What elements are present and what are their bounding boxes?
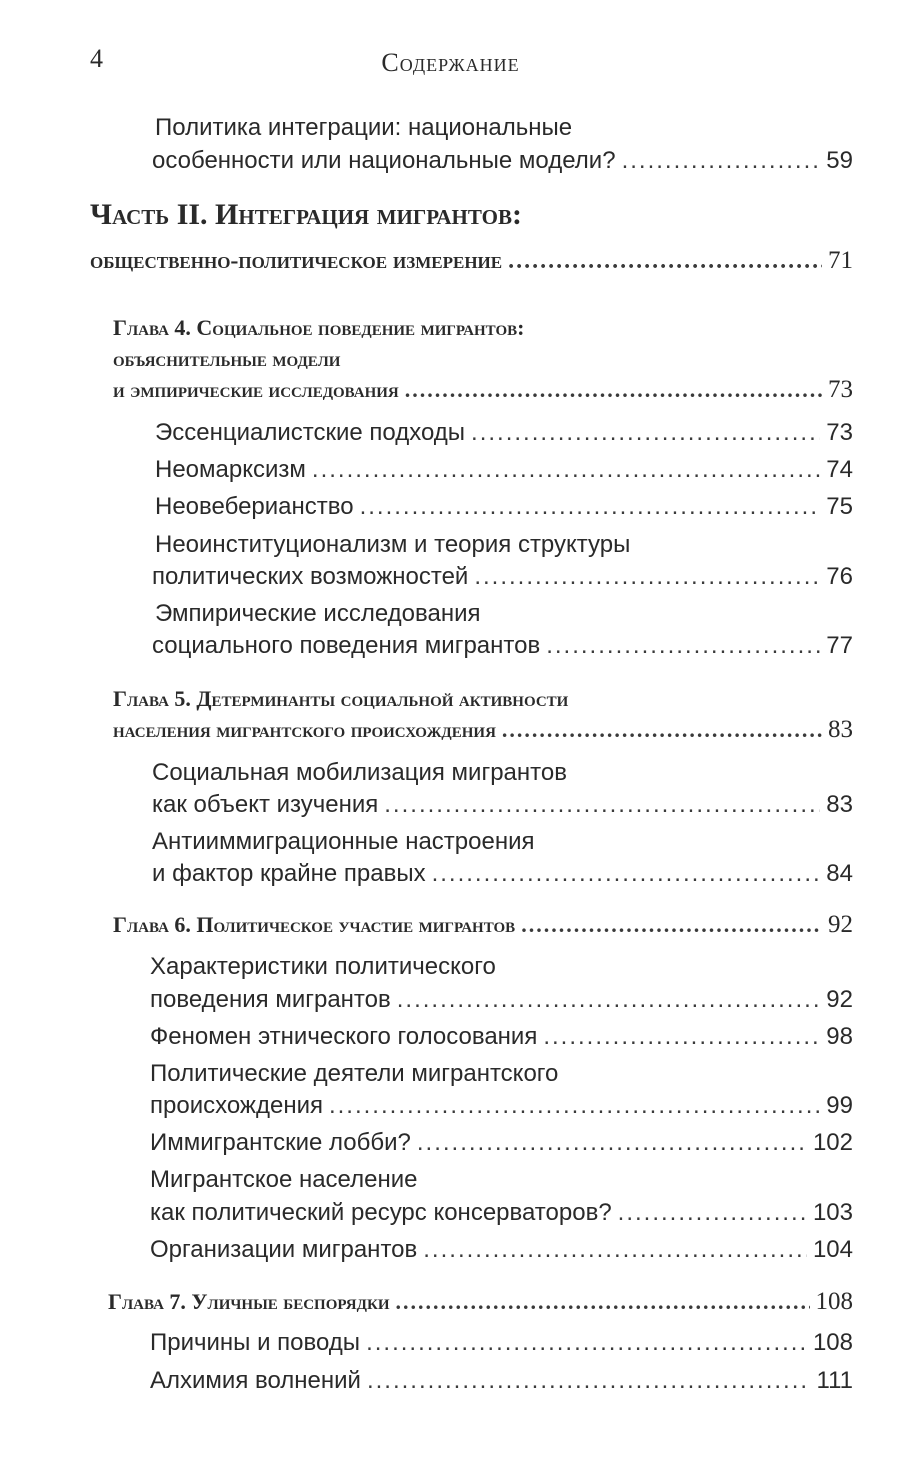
toc-entry-line [155, 455, 853, 485]
toc-entry-text: Эмпирические исследования [155, 600, 481, 627]
toc-page-number: 76 [826, 563, 853, 590]
dot-leader [423, 1235, 807, 1265]
dot-leader [432, 859, 821, 889]
toc-page-number: 98 [826, 1023, 853, 1050]
toc-entry-line [152, 859, 853, 889]
toc-page-number: 84 [826, 860, 853, 887]
chapter-title: Глава 5. Детерминанты социальной активности [113, 686, 569, 711]
toc-entry-line [150, 1091, 853, 1121]
part-title-line [90, 198, 853, 232]
toc-entry-text: Социальная мобилизация мигрантов [152, 759, 567, 786]
chapter-title-line [113, 313, 853, 343]
dot-leader [417, 1128, 807, 1158]
chapter-title: Глава 7. Уличные беспорядки [108, 1289, 390, 1314]
toc-entry-text: как политический ресурс консерваторов? [150, 1199, 612, 1226]
toc-entry-line [152, 758, 853, 788]
dot-leader [366, 1328, 807, 1358]
toc-entry-text: Феномен этнического голосования [150, 1023, 538, 1050]
toc-entry-line [155, 530, 853, 560]
toc-page-number: 104 [812, 1236, 853, 1263]
dot-leader [546, 631, 820, 661]
chapter-title-line [113, 715, 853, 745]
toc-page-number: 59 [826, 147, 853, 174]
dot-leader [312, 455, 820, 485]
toc-entry-line [152, 146, 853, 176]
toc-page-number: 73 [826, 419, 853, 446]
toc-entry-line [150, 952, 853, 982]
toc-entry-text: и фактор крайне правых [152, 860, 426, 887]
toc-entry-text: Эссенциалистские подходы [155, 419, 466, 446]
toc-page-number: 108 [812, 1329, 853, 1356]
dot-leader [622, 146, 821, 176]
chapter-title-line [113, 375, 853, 405]
dot-leader [384, 790, 820, 820]
chapter-title: и эмпирические исследования [113, 377, 399, 402]
toc-entry-text: политических возможностей [152, 563, 469, 590]
toc-entry-text: Неомарксизм [155, 456, 306, 483]
toc-entry-text: Организации мигрантов [150, 1236, 418, 1263]
chapter-title-line [113, 344, 853, 374]
part-title: Часть II. Интеграция мигрантов: [90, 198, 522, 231]
toc-entry-text: Политика интеграции: национальные [155, 114, 573, 141]
toc-page-number: 111 [816, 1367, 853, 1394]
dot-leader [367, 1366, 811, 1396]
chapter-title: Глава 4. Социальное поведение мигрантов: [113, 315, 525, 340]
dot-leader [360, 492, 821, 522]
toc-entry-line [150, 1059, 853, 1089]
toc-entry-text: Антииммиграционные настроения [152, 828, 535, 855]
dot-leader [543, 1022, 820, 1052]
toc-entry-text: Алхимия волнений [150, 1367, 361, 1394]
part-title-line [90, 246, 853, 276]
dot-leader [508, 246, 822, 276]
dot-leader [474, 562, 820, 592]
toc-entry-text: Мигрантское население [150, 1166, 418, 1193]
toc-page-number: 83 [828, 716, 853, 743]
dot-leader [521, 910, 822, 940]
toc-page-number: 92 [826, 986, 853, 1013]
toc-entry-line [152, 827, 853, 857]
toc-entry-text: происхождения [150, 1092, 323, 1119]
dot-leader [618, 1198, 807, 1228]
toc-entry-line [155, 418, 853, 448]
running-title: Содержание [381, 48, 520, 77]
toc-entry-line [155, 113, 846, 143]
toc-entry-text: Причины и поводы [150, 1329, 361, 1356]
chapter-title-line [108, 1287, 853, 1317]
dot-leader [471, 418, 820, 448]
toc-entry-line [150, 1198, 853, 1228]
part-subtitle: общественно-политическое измерение [90, 248, 503, 274]
toc-entry-text: Характеристики политического [150, 953, 496, 980]
chapter-title-line [113, 684, 853, 714]
toc-page-number: 108 [815, 1288, 853, 1315]
toc-page-number: 83 [826, 791, 853, 818]
toc-entry-line [150, 985, 853, 1015]
toc-entry-line [150, 1022, 853, 1052]
chapter-title: населения мигрантского происхождения [113, 717, 496, 742]
chapter-title: объяснительные модели [113, 346, 341, 371]
toc-entry-text: особенности или национальные модели? [152, 147, 616, 174]
toc-entry-text: Неоинституционализм и теория структуры [155, 531, 631, 558]
toc-entry-text: как объект изучения [152, 791, 379, 818]
toc-entry-line [150, 1165, 853, 1195]
toc-entry-line [150, 1235, 853, 1265]
toc-entry-line [155, 599, 853, 629]
chapter-title: Глава 6. Политическое участие мигрантов [113, 912, 516, 937]
toc-page-number: 103 [812, 1199, 853, 1226]
dot-leader [329, 1091, 820, 1121]
toc-entry-line [152, 562, 853, 592]
toc-page-number: 74 [826, 456, 853, 483]
toc-entry-line [150, 1128, 853, 1158]
toc-entry-text: Политические деятели мигрантского [150, 1060, 559, 1087]
dot-leader [405, 375, 822, 405]
dot-leader [502, 715, 822, 745]
dot-leader [396, 1287, 810, 1317]
toc-entry-line [155, 492, 853, 522]
toc-page-number: 77 [826, 632, 853, 659]
toc-entry-line [150, 1366, 853, 1396]
toc-entry-text: поведения мигрантов [150, 986, 391, 1013]
toc-entry-text: социального поведения мигрантов [152, 632, 541, 659]
toc-page-number: 71 [828, 247, 853, 274]
toc-page-number: 73 [828, 376, 853, 403]
chapter-title-line [113, 910, 853, 940]
page-number: 4 [90, 44, 103, 73]
toc-entry-text: Иммигрантские лобби? [150, 1129, 411, 1156]
toc-entry-line [150, 1328, 853, 1358]
toc-entry-line [152, 790, 853, 820]
toc-page-number: 99 [826, 1092, 853, 1119]
toc-entry-line [152, 631, 853, 661]
toc-page-number: 92 [828, 911, 853, 938]
toc-page-number: 75 [826, 493, 853, 520]
dot-leader [397, 985, 821, 1015]
toc-page-number: 102 [812, 1129, 853, 1156]
toc-entry-text: Неовеберианство [155, 493, 354, 520]
